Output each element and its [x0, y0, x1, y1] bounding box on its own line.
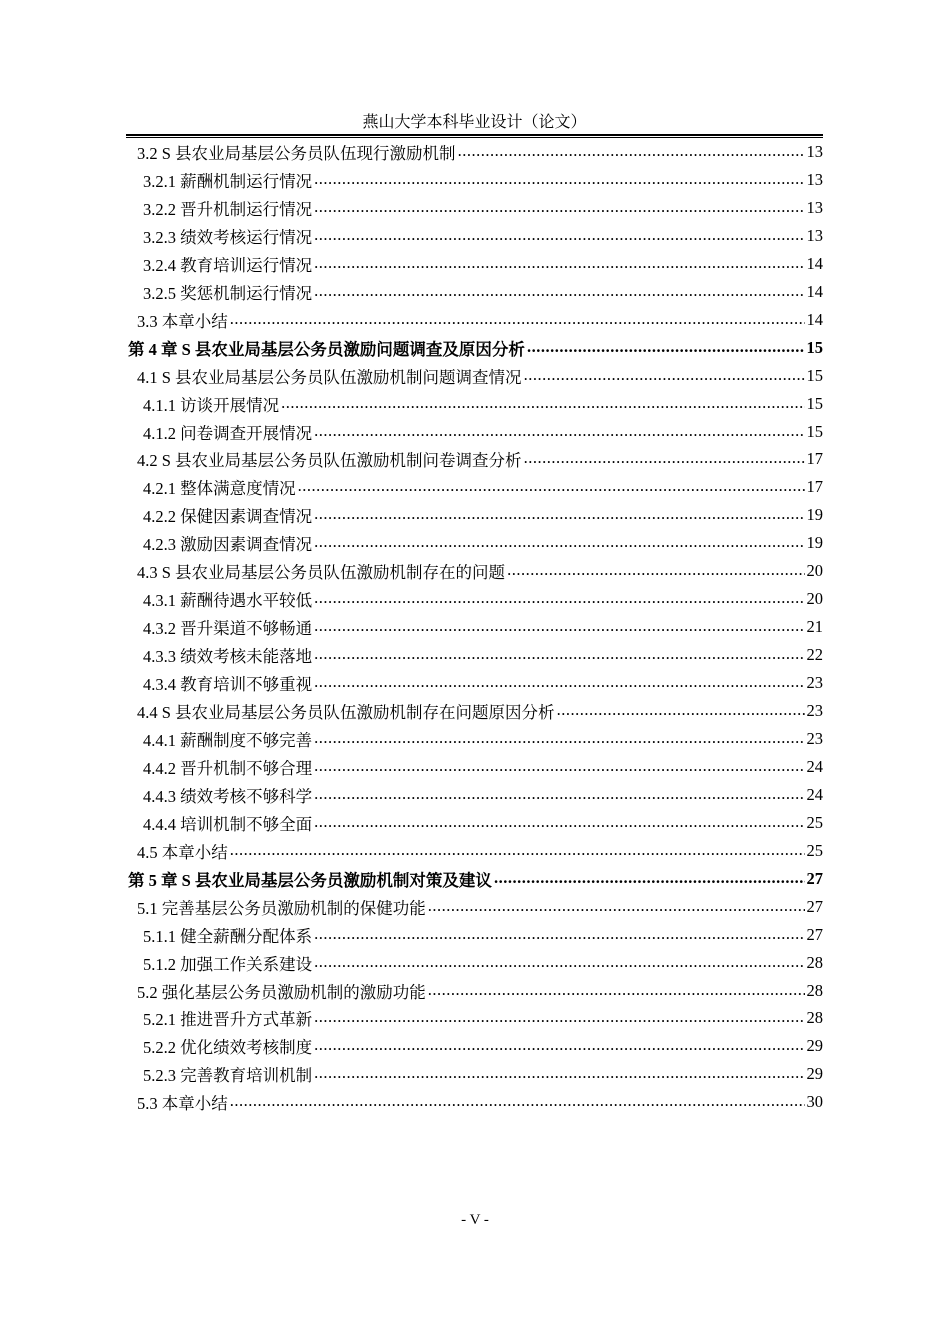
toc-dot-leader [314, 728, 804, 748]
toc-entry[interactable] [143, 250, 823, 278]
toc-entry-page: 30 [806, 1092, 823, 1112]
toc-entry[interactable] [143, 194, 823, 222]
page-number: - V - [461, 1212, 489, 1228]
toc-entry-title: 4.3.4 教育培训不够重视 [143, 675, 313, 695]
toc-entry[interactable] [143, 1032, 823, 1060]
toc-entry-page: 27 [806, 896, 823, 916]
toc-dot-leader [458, 141, 805, 161]
toc-entry-title: 5.2.3 完善教育培训机制 [143, 1066, 313, 1086]
toc-dot-leader [281, 393, 804, 413]
toc-dot-leader [524, 365, 805, 385]
toc-entry-title: 5.1 完善基层公务员激励机制的保健功能 [137, 898, 426, 918]
toc-entry-title: 5.3 本章小结 [137, 1094, 228, 1114]
toc-entry-title: 第 4 章 S 县农业局基层公务员激励问题调查及原因分析 [128, 339, 525, 359]
toc-entry-title: 3.2 S 县农业局基层公务员队伍现行激励机制 [137, 144, 456, 163]
toc-entry-page: 19 [806, 533, 823, 553]
toc-entry-page: 29 [806, 1036, 823, 1056]
toc-entry[interactable] [128, 865, 823, 893]
toc-entry-title: 4.2.1 整体满意度情况 [143, 479, 296, 499]
toc-entry-page: 23 [806, 728, 823, 748]
toc-entry-title: 第 5 章 S 县农业局基层公务员激励机制对策及建议 [128, 870, 492, 890]
toc-entry[interactable] [128, 334, 823, 362]
toc-entry-title: 4.3.1 薪酬待遇水平较低 [143, 591, 313, 611]
toc-entry-page: 15 [806, 337, 823, 357]
toc-dot-leader [524, 448, 805, 468]
toc-entry-title: 5.2.1 推进晋升方式革新 [143, 1010, 313, 1030]
toc-entry[interactable] [137, 138, 823, 166]
toc-entry[interactable] [137, 557, 823, 585]
toc-entry-page: 17 [806, 477, 823, 497]
toc-entry[interactable] [137, 837, 823, 865]
toc-entry-title: 3.2.3 绩效考核运行情况 [143, 227, 313, 247]
toc-entry-title: 5.2 强化基层公务员激励机制的激励功能 [137, 982, 426, 1002]
toc-entry[interactable] [143, 921, 823, 949]
toc-entry[interactable] [143, 753, 823, 781]
toc-entry-page: 27 [806, 868, 823, 888]
toc-entry[interactable] [143, 669, 823, 697]
toc-entry-title: 4.5 本章小结 [137, 842, 228, 862]
toc-dot-leader [314, 504, 804, 524]
toc-entry-title: 3.2.1 薪酬机制运行情况 [143, 171, 313, 191]
toc-entry-page: 15 [806, 393, 823, 413]
toc-entry[interactable] [137, 697, 823, 725]
toc-dot-leader [557, 700, 805, 720]
toc-dot-leader [428, 980, 805, 1000]
toc-entry-page: 14 [806, 309, 823, 329]
toc-dot-leader [230, 1091, 805, 1111]
toc-entry-page: 14 [806, 281, 823, 301]
toc-dot-leader [314, 169, 804, 189]
toc-entry-page: 13 [806, 169, 823, 189]
toc-dot-leader [314, 924, 804, 944]
toc-entry-title: 4.2 S 县农业局基层公务员队伍激励机制问卷调查分析 [137, 451, 522, 471]
toc-entry-page: 24 [806, 756, 823, 776]
toc-dot-leader [314, 421, 804, 441]
toc-entry[interactable] [137, 1088, 823, 1116]
toc-entry[interactable] [137, 362, 823, 390]
toc-entry-title: 3.2.2 晋升机制运行情况 [143, 199, 313, 219]
toc-entry[interactable] [137, 893, 823, 921]
toc-dot-leader [494, 868, 805, 888]
toc-entry-title: 4.4.4 培训机制不够全面 [143, 814, 313, 834]
toc-entry-page: 21 [806, 617, 823, 637]
toc-dot-leader [314, 532, 804, 552]
toc-entry-page: 25 [806, 840, 823, 860]
toc-dot-leader [314, 616, 804, 636]
toc-entry[interactable] [143, 809, 823, 837]
toc-entry[interactable] [137, 977, 823, 1005]
toc-entry-title: 3.2.4 教育培训运行情况 [143, 255, 313, 275]
toc-entry-page: 13 [806, 197, 823, 217]
toc-entry[interactable] [143, 473, 823, 501]
toc-dot-leader [527, 337, 805, 357]
toc-entry-page: 22 [806, 645, 823, 665]
toc-entry[interactable] [137, 445, 823, 473]
toc-dot-leader [314, 281, 804, 301]
toc-entry-title: 4.3.2 晋升渠道不够畅通 [143, 619, 313, 639]
toc-entry[interactable] [137, 306, 823, 334]
toc-dot-leader [507, 560, 804, 580]
toc-entry[interactable] [143, 725, 823, 753]
toc-entry-title: 4.4 S 县农业局基层公务员队伍激励机制存在问题原因分析 [137, 703, 555, 722]
toc-dot-leader [230, 840, 805, 860]
toc-entry-page: 28 [806, 952, 823, 972]
toc-entry-title: 4.1.2 问卷调查开展情况 [143, 423, 313, 443]
toc-dot-leader [314, 1063, 804, 1083]
toc-dot-leader [314, 1007, 804, 1027]
toc-entry[interactable] [143, 585, 823, 613]
toc-dot-leader [314, 1035, 804, 1055]
toc-entry-page: 20 [806, 561, 823, 581]
toc-entry-title: 3.2.5 奖惩机制运行情况 [143, 283, 313, 303]
toc-dot-leader [314, 672, 804, 692]
toc-dot-leader [314, 588, 804, 608]
toc-entry[interactable] [143, 781, 823, 809]
toc-entry-title: 4.4.2 晋升机制不够合理 [143, 758, 313, 778]
toc-dot-leader [298, 476, 805, 496]
toc-entry[interactable] [143, 278, 823, 306]
toc-entry-title: 4.1 S 县农业局基层公务员队伍激励机制问题调查情况 [137, 367, 522, 387]
toc-entry-page: 24 [806, 784, 823, 804]
toc-entry-title: 5.1.1 健全薪酬分配体系 [143, 926, 313, 946]
toc-entry-title: 3.3 本章小结 [137, 311, 228, 331]
toc-entry-page: 23 [806, 701, 823, 720]
toc-entry[interactable] [143, 222, 823, 250]
toc-dot-leader [314, 644, 804, 664]
toc-entry-title: 4.4.1 薪酬制度不够完善 [143, 730, 313, 750]
toc-entry-page: 23 [806, 673, 823, 693]
toc-dot-leader [314, 197, 804, 217]
toc-dot-leader [314, 952, 804, 972]
toc-entry-page: 14 [806, 253, 823, 273]
toc-entry-page: 20 [806, 589, 823, 609]
toc-entry[interactable] [143, 529, 823, 557]
toc-dot-leader [314, 756, 804, 776]
toc-entry[interactable] [143, 1060, 823, 1088]
toc-dot-leader [428, 896, 805, 916]
toc-entry-title: 4.1.1 访谈开展情况 [143, 395, 280, 415]
toc-dot-leader [230, 309, 805, 329]
toc-entry[interactable] [143, 390, 823, 418]
toc-entry-page: 27 [806, 924, 823, 944]
page-header: 燕山大学本科毕业设计（论文） [362, 114, 587, 131]
toc-entry-page: 17 [806, 449, 823, 469]
toc-entry-title: 4.3.3 绩效考核未能落地 [143, 647, 313, 667]
toc-entry[interactable] [143, 501, 823, 529]
toc-entry[interactable] [143, 1004, 823, 1032]
toc-entry-page: 15 [806, 365, 823, 385]
toc-entry[interactable] [143, 949, 823, 977]
toc-entry-title: 4.2.3 激励因素调查情况 [143, 535, 313, 555]
toc-entry-page: 19 [806, 505, 823, 525]
toc-entry[interactable] [143, 641, 823, 669]
toc-entry-page: 28 [806, 1008, 823, 1028]
toc-dot-leader [314, 784, 804, 804]
toc-entry-page: 13 [806, 225, 823, 245]
toc-entry[interactable] [143, 418, 823, 446]
toc-entry-title: 4.3 S 县农业局基层公务员队伍激励机制存在的问题 [137, 563, 506, 583]
toc-entry[interactable] [143, 613, 823, 641]
toc-dot-leader [314, 812, 804, 832]
toc-dot-leader [314, 253, 804, 273]
toc-entry[interactable] [143, 166, 823, 194]
toc-entry-page: 13 [806, 142, 823, 161]
toc-entry-title: 5.2.2 优化绩效考核制度 [143, 1038, 313, 1058]
toc-entry-page: 29 [806, 1064, 823, 1084]
toc-entry-title: 4.2.2 保健因素调查情况 [143, 507, 313, 527]
toc-entry-page: 25 [806, 812, 823, 832]
toc-dot-leader [314, 225, 804, 245]
toc-entry-title: 5.1.2 加强工作关系建设 [143, 954, 313, 974]
toc-entry-page: 28 [806, 980, 823, 1000]
toc-entry-page: 15 [806, 421, 823, 441]
toc-entry-title: 4.4.3 绩效考核不够科学 [143, 786, 313, 806]
